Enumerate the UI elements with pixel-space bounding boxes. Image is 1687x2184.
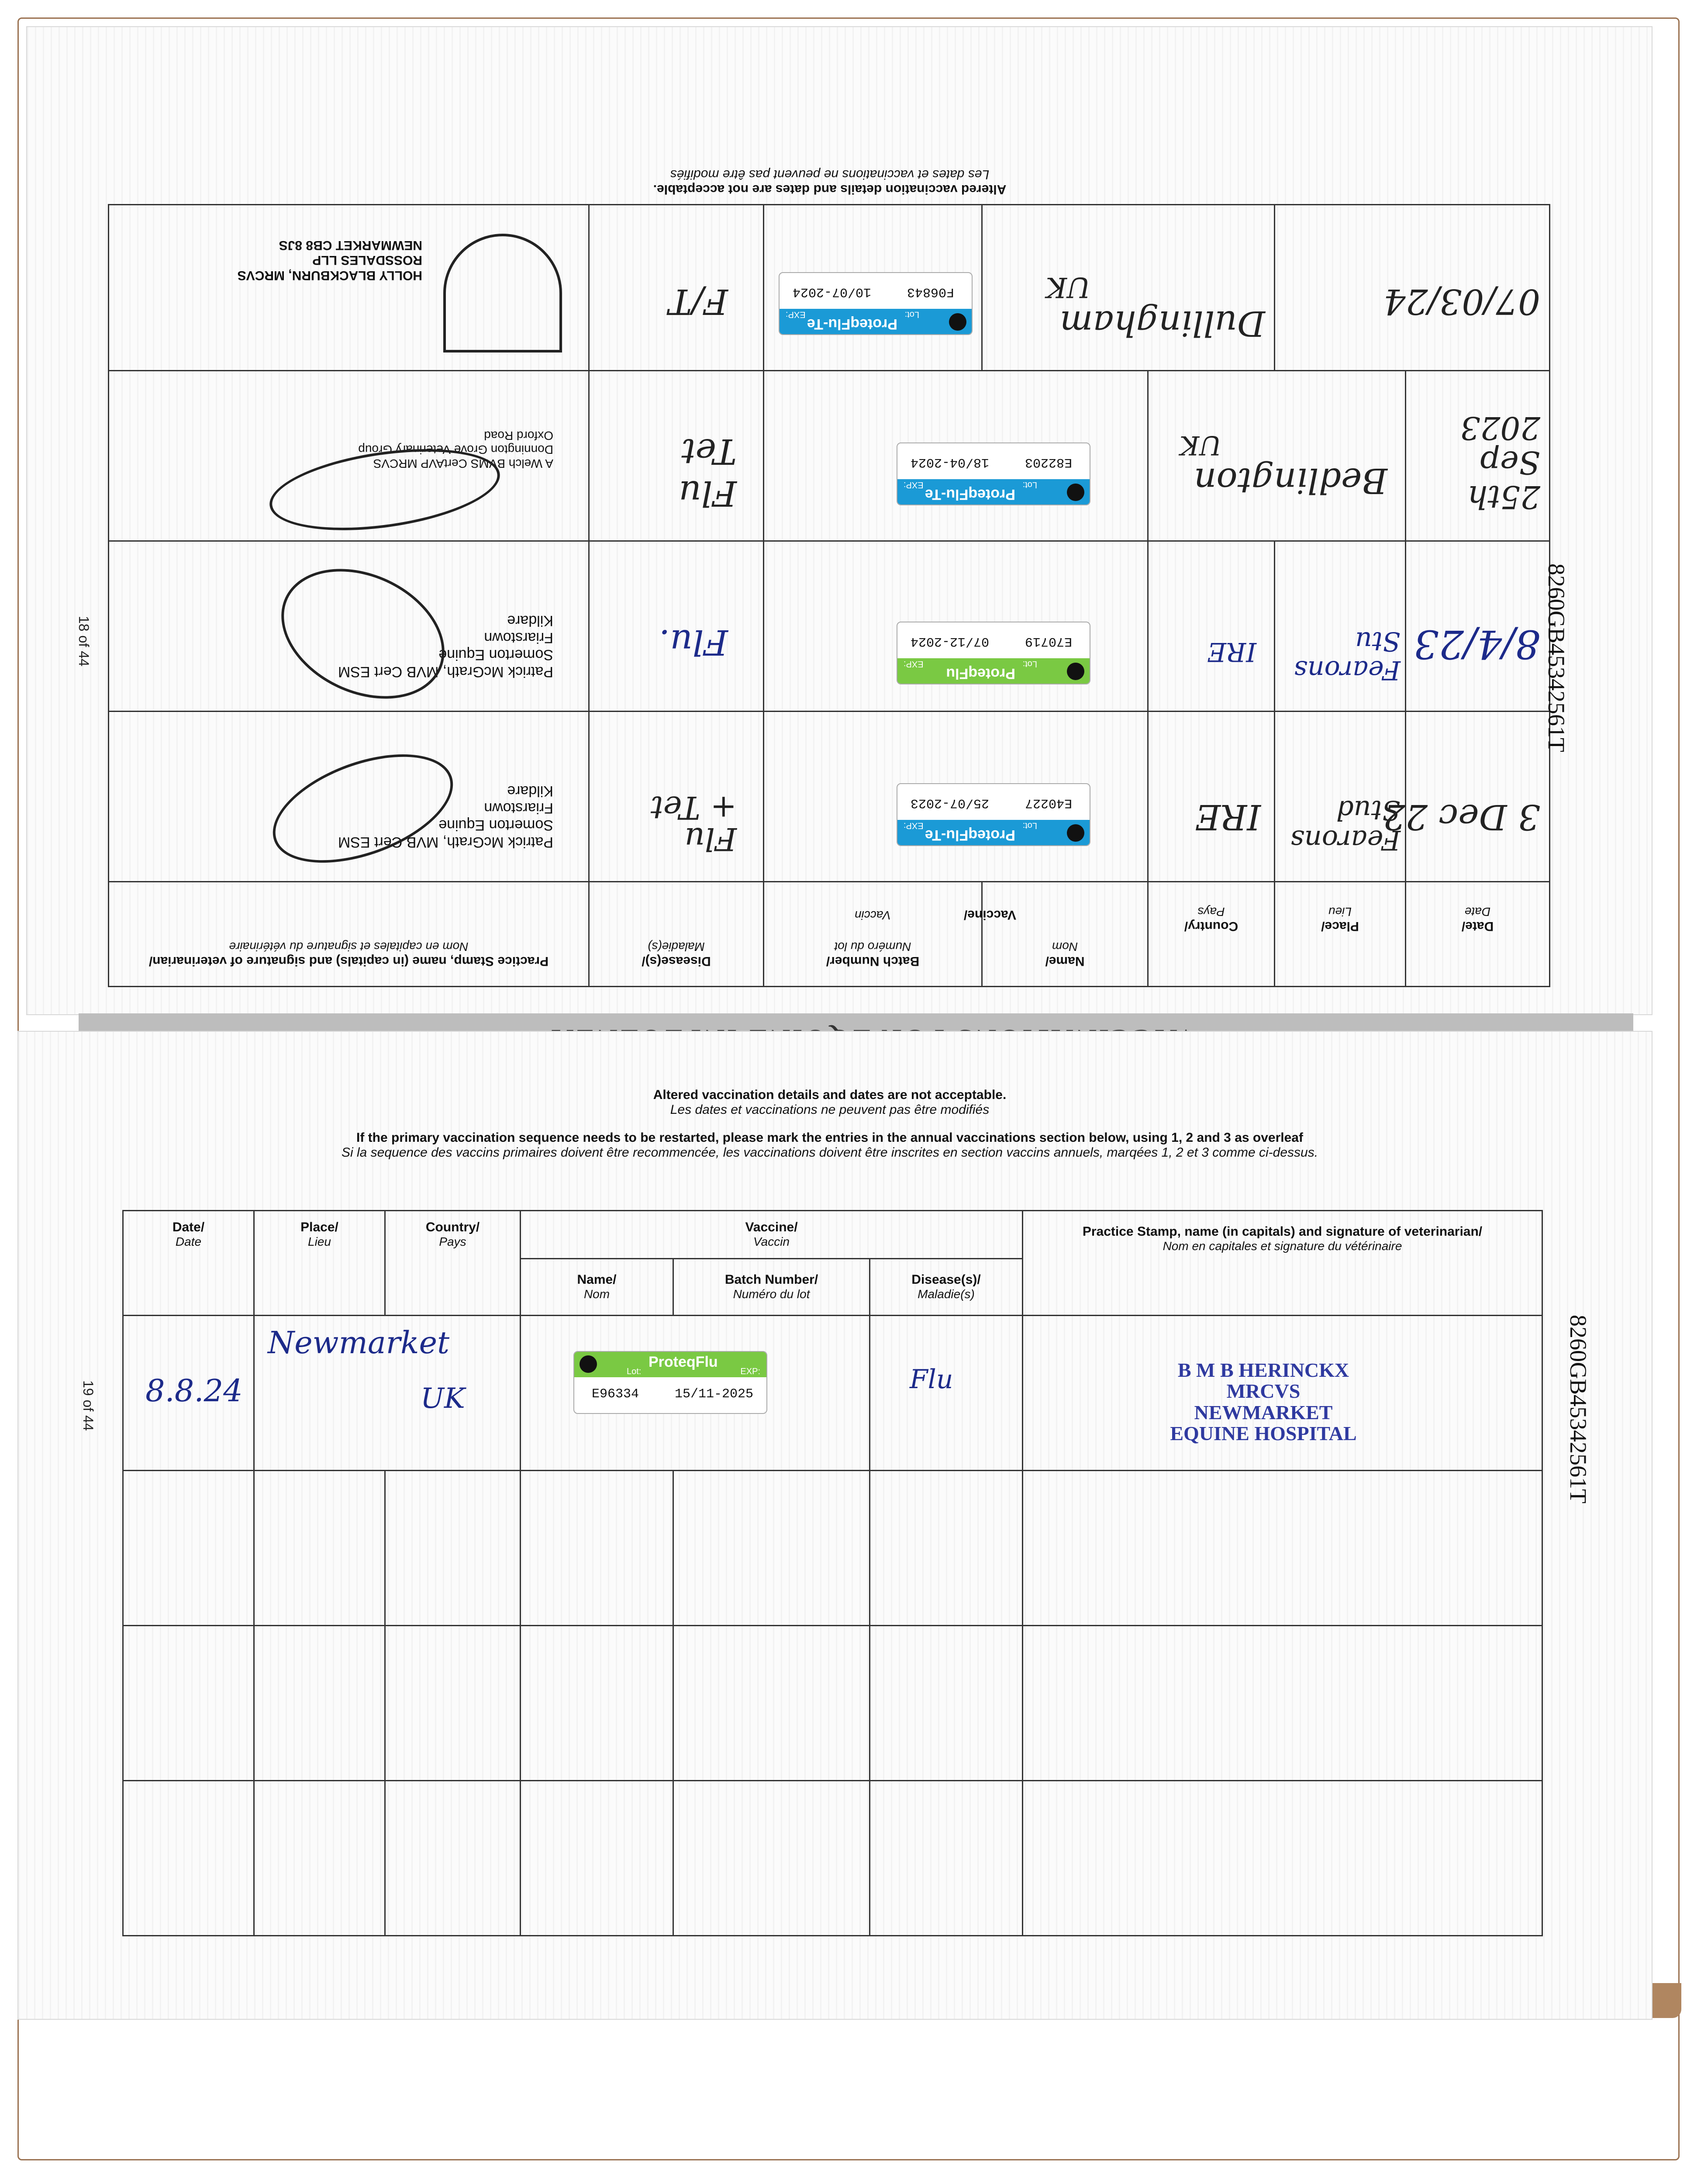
expiry-date: 15/11-2025 xyxy=(675,1387,754,1402)
expiry-date: 25/07-2023 xyxy=(910,795,989,810)
batch-number: E82203 xyxy=(1025,455,1072,470)
expiry-date: 10/07-2024 xyxy=(792,284,871,299)
vet-stamp: A Welch BVMS CertAVP MRCVS Donnington Grove Veterinary Group Oxford Road xyxy=(358,429,553,470)
page-number-top: 18 of 44 xyxy=(76,616,92,667)
proteq-logo-icon xyxy=(949,313,966,331)
batch-number: E40227 xyxy=(1025,795,1072,810)
vet-stamp: HOLLY BLACKBURN, MRCVS ROSSDALES LLP NEWMARKET CB8 8JS xyxy=(237,238,422,283)
proteq-logo-icon xyxy=(1067,663,1084,680)
header-stamp: Practice Stamp, name (in capitals) and signature of veterinarian/ Nom en capitales et signature du vétérinaire xyxy=(1023,1211,1542,1316)
entry-country: IRE xyxy=(1207,636,1256,667)
entry-date: 07/03/24 xyxy=(1383,281,1540,322)
entry-country: UK xyxy=(1046,271,1090,303)
header-name: Name/ Nom xyxy=(521,1259,673,1316)
vaccine-sticker: ProteqFlu Lot: EXP: E70719 07/12-2024 xyxy=(897,622,1090,684)
proteq-logo-icon xyxy=(1067,484,1084,501)
table-row xyxy=(123,1471,1542,1626)
vaccination-table-top xyxy=(108,204,1550,987)
page-number-bottom: 19 of 44 xyxy=(80,1380,96,1431)
expiry-date: 18/04-2024 xyxy=(910,455,989,470)
header-stamp: Practice Stamp, name (in capitals) and signature of veterinarian/ Nom en capitales et signature du vétérinaire xyxy=(109,882,589,987)
proteq-logo-icon xyxy=(1067,824,1084,842)
entry-place: Newmarket xyxy=(268,1325,450,1361)
altered-notice-top xyxy=(109,167,1550,197)
header-vaccine: Vaccine/ xyxy=(963,908,1016,922)
passport-id-bottom: 8260GB45342561T xyxy=(1565,1315,1591,1503)
vaccine-sticker: ProteqFlu Lot: EXP: E96334 15/11-2025 xyxy=(573,1351,767,1414)
vet-stamp: Patrick McGrath, MVB Cert ESM Somerton Equine Friarstown Kildare xyxy=(338,612,553,680)
header-batch: Batch Number/ Numéro du lot Vaccin xyxy=(764,882,982,987)
table-row xyxy=(109,712,1550,882)
proteq-logo-icon xyxy=(580,1355,597,1373)
header-disease: Disease(s)/ Maladie(s) xyxy=(589,882,764,987)
entry-disease: Flu + Tet xyxy=(650,789,737,857)
batch-number: E70719 xyxy=(1025,634,1072,649)
entry-disease: Flu xyxy=(910,1364,953,1395)
entry-date: 3 Dec 22 xyxy=(1383,797,1540,837)
entry-country: UK xyxy=(421,1382,465,1415)
entry-disease: Flu. xyxy=(659,622,728,663)
entry-country: UK xyxy=(1180,430,1221,460)
table-row xyxy=(109,205,1550,371)
altered-notice-fr: Les dates et vaccinations ne peuvent pas être modifiés xyxy=(670,167,990,182)
entry-date: 8/4/23 xyxy=(1414,621,1540,667)
restart-notice-en: If the primary vaccination sequence needs to be restarted, please mark the entries in the annual vaccinations section below, using 1, 2 and 3 as overleaf xyxy=(356,1130,1303,1145)
entry-date: 8.8.24 xyxy=(145,1373,243,1409)
vet-signature xyxy=(259,733,467,885)
entry-place: Fearons Stud xyxy=(1290,794,1401,856)
entry-country: IRE xyxy=(1195,797,1261,837)
header-name: Name/ Nom Vaccine/ xyxy=(982,882,1148,987)
passport-id-top: 8260GB45342561T xyxy=(1543,563,1570,752)
table-row xyxy=(123,1626,1542,1781)
entry-place: Fearons Stu xyxy=(1294,626,1401,685)
vet-stamp: Patrick McGrath, MVB Cert ESM Somerton Equine Friarstown Kildare xyxy=(338,782,553,850)
header-date: Date/ Date xyxy=(1406,882,1550,987)
vaccine-sticker: ProteqFlu-Te Lot: EXP: E40227 25/07-2023 xyxy=(897,783,1090,846)
expiry-date: 07/12-2024 xyxy=(910,634,989,649)
altered-notice-en: Altered vaccination details and dates are not acceptable. xyxy=(653,182,1007,197)
altered-notice-fr: Les dates et vaccinations ne peuvent pas être modifiés xyxy=(670,1102,990,1117)
vaccine-sticker: ProteqFlu-Te Lot: EXP: F06843 10/07-2024 xyxy=(779,272,973,335)
batch-number: E96334 xyxy=(592,1387,639,1402)
table-row xyxy=(109,371,1550,541)
entry-date: 25th Sep 2023 xyxy=(1460,409,1540,515)
vet-signature xyxy=(260,544,466,724)
table-row xyxy=(123,1316,1542,1471)
entry-disease: Flu Tet xyxy=(679,431,737,514)
page-18-content xyxy=(109,157,1550,987)
header-disease: Disease(s)/ Maladie(s) xyxy=(870,1259,1023,1316)
vaccination-table-bottom xyxy=(122,1210,1543,1936)
header-place: Place/ Lieu xyxy=(254,1211,385,1316)
restart-notice-fr: Si la sequence des vaccins primaires doivent être recommencée, les vaccinations doivent être inscrites en section vaccins annuels, marqées 1, 2 et 3 comme ci-dessus. xyxy=(341,1145,1318,1160)
batch-number: F06843 xyxy=(907,284,954,299)
altered-notice-en: Altered vaccination details and dates are not acceptable. xyxy=(653,1088,1007,1102)
table-row xyxy=(123,1781,1542,1936)
vaccine-sticker: ProteqFlu-Te Lot: EXP: E82203 18/04-2024 xyxy=(897,442,1090,505)
entry-disease: F/T xyxy=(669,281,728,322)
table-row xyxy=(109,541,1550,712)
entry-place: Bedlington xyxy=(1194,460,1387,501)
header-place: Place/ Lieu xyxy=(1275,882,1406,987)
header-country: Country/ Pays xyxy=(1148,882,1275,987)
header-country: Country/ Pays xyxy=(385,1211,521,1316)
entry-place: Dullingham xyxy=(1059,303,1265,344)
header-vaccine: Vaccine/ Vaccin xyxy=(521,1211,1023,1259)
notices-bottom xyxy=(109,1088,1550,1160)
vet-stamp: B M B HERINCKX MRCVS NEWMARKET EQUINE HOSPITAL xyxy=(1170,1359,1357,1444)
vet-signature xyxy=(443,234,562,352)
header-batch: Batch Number/ Numéro du lot xyxy=(673,1259,870,1316)
header-date: Date/ Date xyxy=(123,1211,254,1316)
header-vaccine-fr: Vaccin xyxy=(855,909,891,922)
